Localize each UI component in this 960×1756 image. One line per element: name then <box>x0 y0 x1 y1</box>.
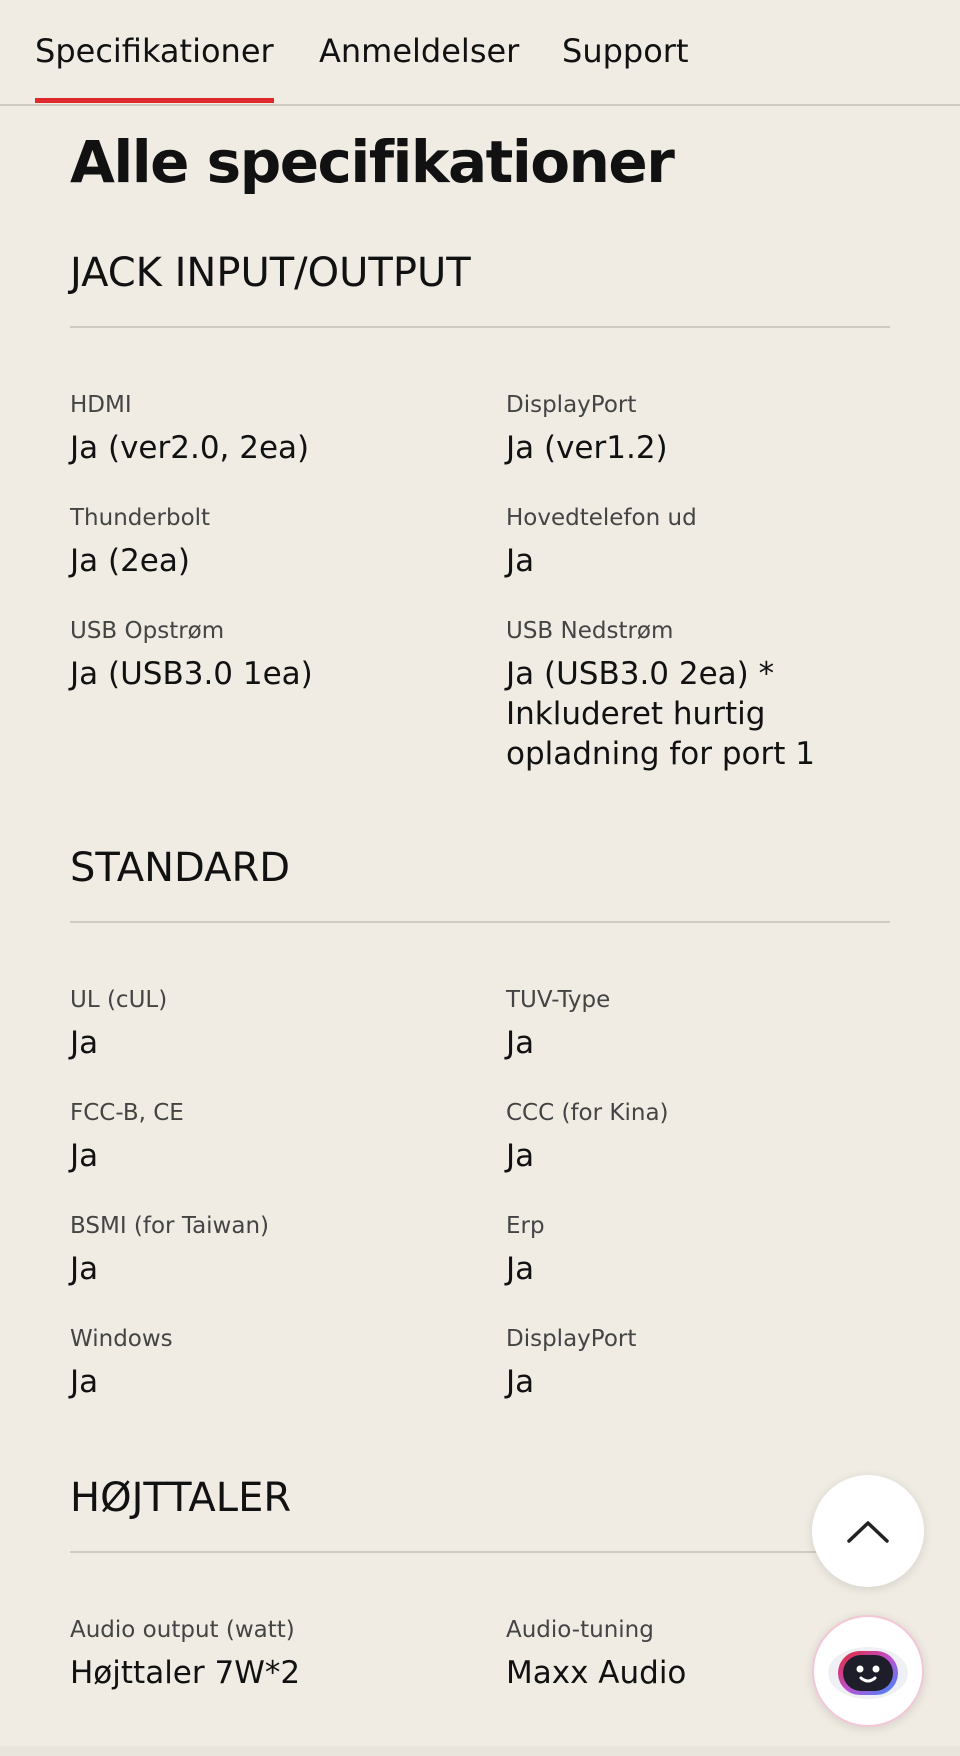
section-title-hojttaler: HØJTTALER <box>70 1475 292 1521</box>
spec-item <box>70 1324 440 1402</box>
spec-value: Ja <box>506 1364 535 1400</box>
spec-value: Ja <box>506 543 535 579</box>
section-divider <box>70 326 890 328</box>
tab-support[interactable]: Support <box>562 32 689 70</box>
spec-item <box>70 985 440 1063</box>
spec-label: BSMI (for Taiwan) <box>70 1213 270 1239</box>
spec-label: USB Nedstrøm <box>506 618 674 644</box>
section-title-standard: STANDARD <box>70 845 291 891</box>
spec-value: Ja (ver2.0, 2ea) <box>70 430 310 466</box>
spec-value: Ja (2ea) <box>70 543 190 579</box>
spec-value: Ja (ver1.2) <box>506 430 668 466</box>
spec-value: Ja (USB3.0 2ea) * Inkluderet hurtig opladning for port 1 <box>506 656 815 772</box>
spec-item <box>506 1615 796 1693</box>
spec-item <box>506 1098 876 1176</box>
tab-specifikationer[interactable]: Specifikationer <box>35 32 274 70</box>
spec-item <box>70 1615 440 1693</box>
spec-label: Erp <box>506 1213 545 1239</box>
section-divider <box>70 921 890 923</box>
spec-item <box>70 503 440 581</box>
spec-item <box>70 616 440 694</box>
spec-item <box>70 1098 440 1176</box>
chevron-up-icon <box>846 1518 890 1544</box>
spec-label: CCC (for Kina) <box>506 1100 669 1126</box>
spec-item <box>506 1211 876 1289</box>
spec-value: Ja <box>70 1138 99 1174</box>
tab-bar <box>0 0 960 106</box>
spec-value: Ja <box>70 1364 99 1400</box>
spec-item <box>506 985 876 1063</box>
page-title: Alle specifikationer <box>70 128 674 196</box>
spec-value: Højttaler 7W*2 <box>70 1655 301 1691</box>
spec-value: Maxx Audio <box>506 1655 687 1691</box>
tab-anmeldelser[interactable]: Anmeldelser <box>319 32 520 70</box>
spec-value: Ja <box>506 1025 535 1061</box>
bottom-edge <box>0 1746 960 1756</box>
spec-label: DisplayPort <box>506 1326 637 1352</box>
spec-label: Thunderbolt <box>70 505 211 531</box>
spec-item <box>506 390 876 468</box>
spec-value: Ja <box>70 1025 99 1061</box>
spec-label: DisplayPort <box>506 392 637 418</box>
spec-item <box>70 390 440 468</box>
spec-label: FCC-B, CE <box>70 1100 184 1126</box>
spec-value: Ja <box>70 1251 99 1287</box>
spec-value: Ja <box>506 1138 535 1174</box>
scroll-to-top-button[interactable] <box>812 1475 924 1587</box>
chatbot-robot-icon <box>826 1641 910 1701</box>
spec-label: TUV-Type <box>506 987 611 1013</box>
spec-label: HDMI <box>70 392 132 418</box>
spec-value: Ja <box>506 1251 535 1287</box>
chatbot-button[interactable] <box>812 1615 924 1727</box>
spec-label: Windows <box>70 1326 173 1352</box>
spec-label: USB Opstrøm <box>70 618 225 644</box>
spec-item <box>506 616 876 774</box>
spec-item <box>506 503 876 581</box>
spec-label: Audio-tuning <box>506 1617 654 1643</box>
spec-label: Audio output (watt) <box>70 1617 295 1643</box>
spec-label: Hovedtelefon ud <box>506 505 697 531</box>
spec-label: UL (cUL) <box>70 987 168 1013</box>
spec-value: Ja (USB3.0 1ea) <box>70 656 313 692</box>
section-title-jack-io: JACK INPUT/OUTPUT <box>70 250 471 296</box>
section-divider <box>70 1551 820 1553</box>
spec-item <box>70 1211 440 1289</box>
spec-item <box>506 1324 876 1402</box>
